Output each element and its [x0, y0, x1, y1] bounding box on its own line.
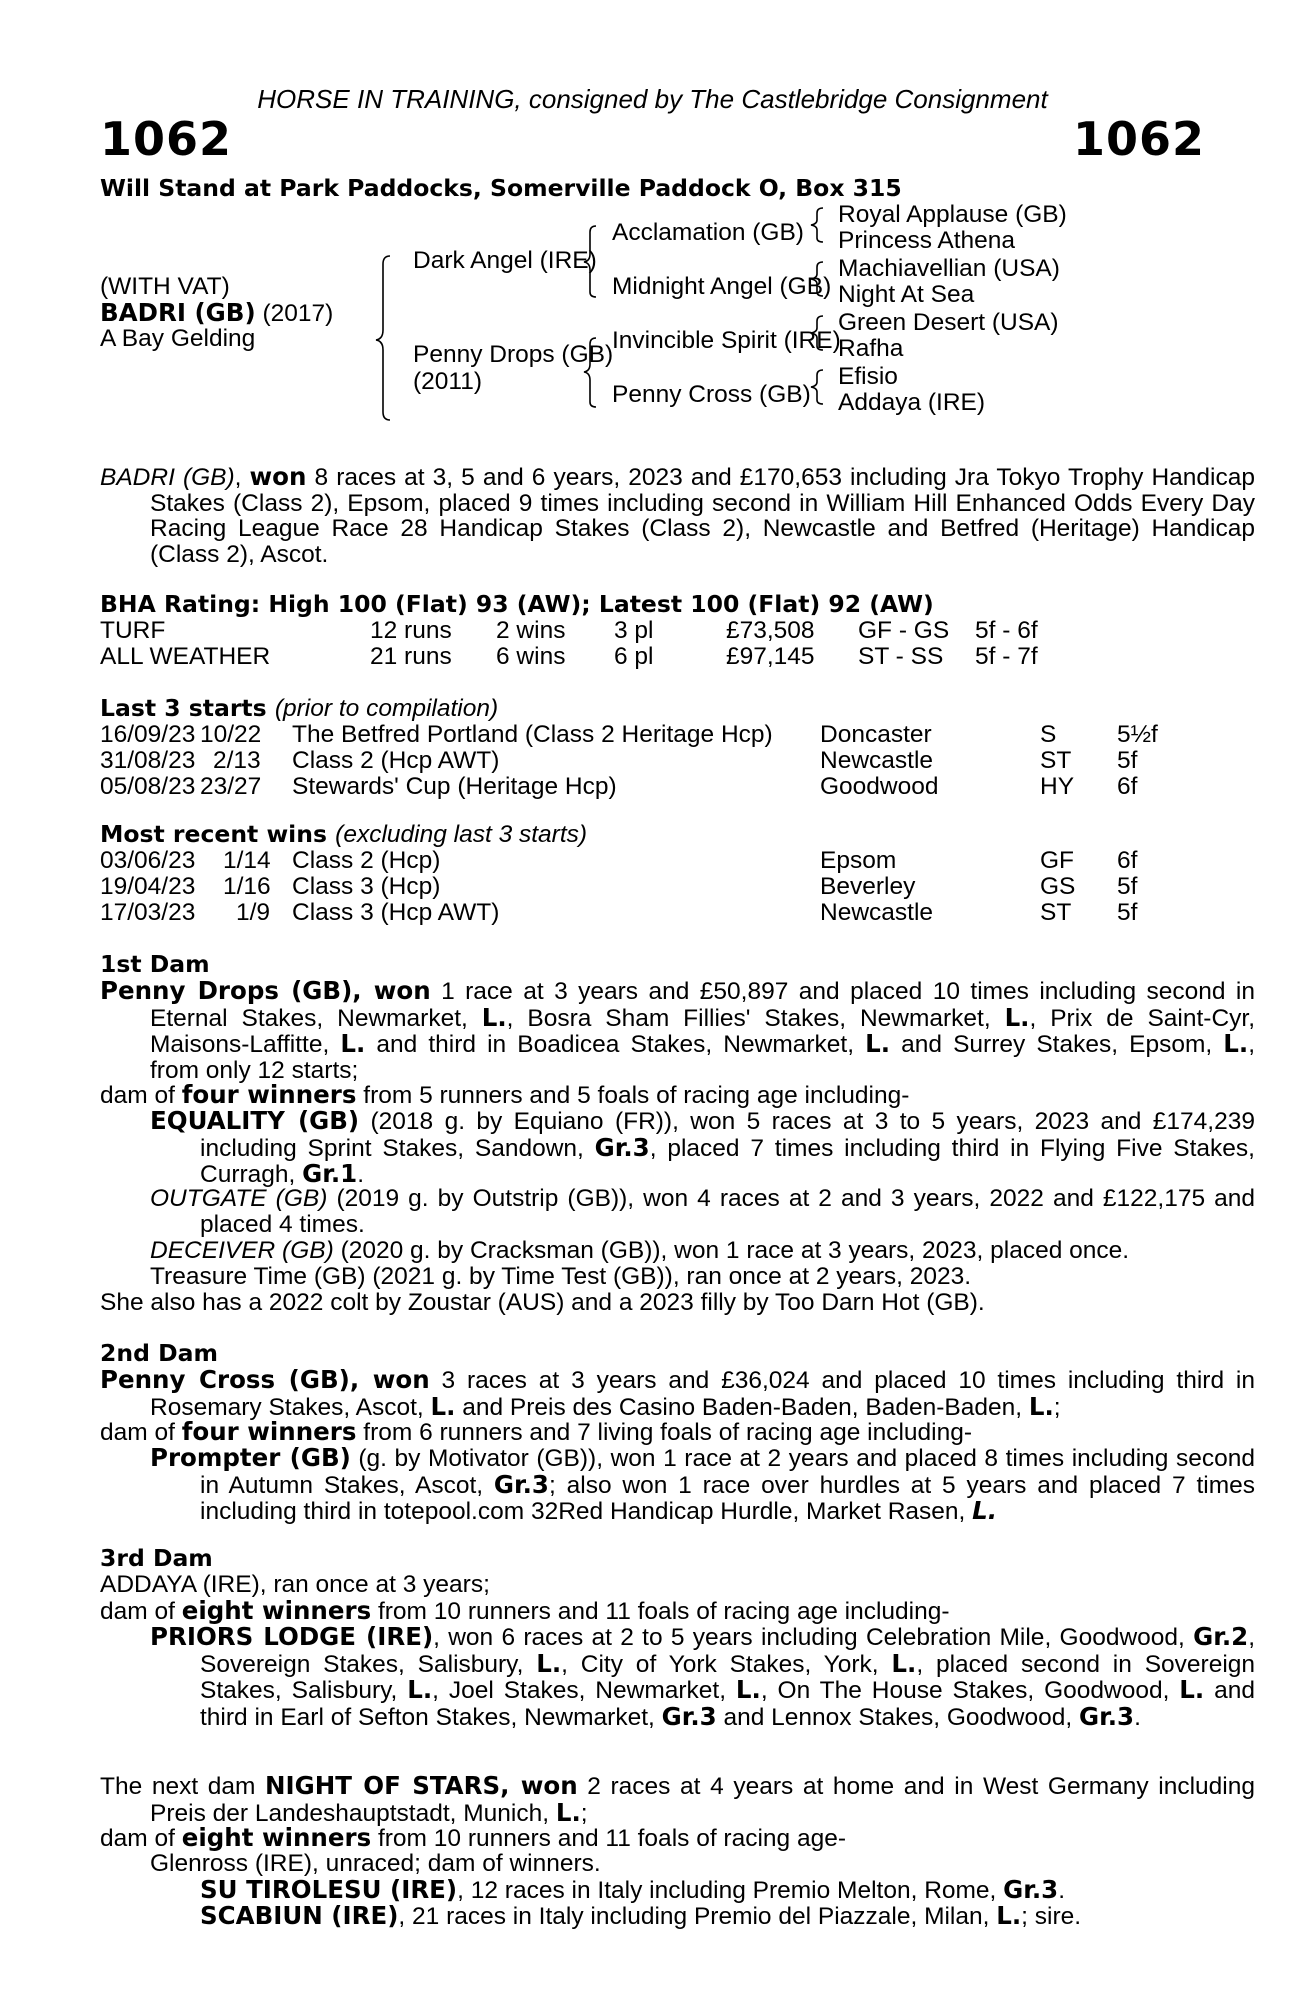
dam2-heading: 2nd Dam	[100, 1339, 218, 1367]
dam: Penny Drops (GB)	[413, 341, 614, 368]
dam1-heading: 1st Dam	[100, 950, 210, 978]
last-start-row: 16/09/23 10/22 The Betfred Portland (Class 2 Heritage Hcp) Doncaster S 5½f	[100, 721, 1158, 748]
ds-sire: Green Desert (USA)	[838, 309, 1059, 336]
dam1-produce: dam of four winners from 5 runners and 5 foals of racing age including-	[100, 1080, 910, 1109]
summary-horse-name: BADRI (GB)	[100, 464, 235, 491]
recent-win-row: 19/04/23 1/16 Class 3 (Hcp) Beverley GS 5f	[100, 873, 1138, 900]
last-start-row: 05/08/23 23/27 Stewards' Cup (Heritage Hcp) Goodwood HY 6f	[100, 773, 1138, 800]
treasure-record: Treasure Time (GB) (2021 g. by Time Test (GB)), ran once at 2 years, 2023.	[150, 1263, 972, 1290]
dam-dam: Penny Cross (GB)	[612, 381, 811, 408]
summary-won: won	[249, 462, 307, 491]
dam-sire: Invincible Spirit (IRE)	[612, 327, 841, 354]
prompter-record: Prompter (GB) (g. by Motivator (GB)), won 1 race at 2 years and placed 8 times including second in Autumn Stakes, Ascot, Gr.3; also won 1 race over hurdles at 5 years and placed 7 times including third in totepool.com 32Red Handicap Hurdle, Market Rasen, L.	[150, 1443, 1256, 1526]
pedigree-table	[100, 201, 1205, 424]
ss-sire: Royal Applause (GB)	[838, 201, 1067, 228]
sire: Dark Angel (IRE)	[413, 247, 597, 274]
horse-year: (2017)	[262, 300, 334, 327]
recent-wins-heading: Most recent wins (excluding last 3 starts)	[100, 820, 588, 848]
last-start-row: 31/08/23 2/13 Class 2 (Hcp AWT) Newcastle ST 5f	[100, 747, 1138, 774]
sire-sire: Acclamation (GB)	[612, 219, 804, 246]
stand-location: Will Stand at Park Paddocks, Somerville Paddock O, Box 315	[100, 174, 902, 202]
horse-name-line	[100, 300, 333, 327]
ss-dam: Princess Athena	[838, 227, 1016, 254]
dam1-also: She also has a 2022 colt by Zoustar (AUS) and a 2023 filly by Too Darn Hot (GB).	[100, 1289, 985, 1316]
sd-dam: Night At Sea	[838, 281, 975, 308]
dam-year: (2011)	[413, 368, 483, 395]
scabiun-record: SCABIUN (IRE), 21 races in Italy including Premio del Piazzale, Milan, L.; sire.	[200, 1901, 1082, 1930]
lot-number-right: 1062	[1072, 112, 1205, 166]
next-dam-produce: dam of eight winners from 10 runners and 11 foals of racing age-	[100, 1823, 846, 1852]
bha-rating: BHA Rating: High 100 (Flat) 93 (AW); Latest 100 (Flat) 92 (AW)	[100, 590, 934, 618]
dam3-intro: ADDAYA (IRE), ran once at 3 years;	[100, 1571, 490, 1598]
sd-sire: Machiavellian (USA)	[838, 255, 1060, 282]
rating-row: TURF 12 runs 2 wins 3 pl £73,508 GF - GS 5f - 6f	[100, 617, 1038, 644]
recent-win-row: 17/03/23 1/9 Class 3 (Hcp AWT) Newcastle ST 5f	[100, 899, 1138, 926]
equality-record: EQUALITY (GB) (2018 g. by Equiano (FR)), won 5 races at 3 to 5 years, 2023 and £174,239 including Sprint Stakes, Sandown, Gr.3, placed 7 times including third in Flying Five Stakes, Curragh, Gr.1.	[150, 1106, 1255, 1189]
horse-description: A Bay Gelding	[100, 325, 256, 352]
next-dam-record: The next dam NIGHT OF STARS, won 2 races at 4 years at home and in West Germany including Preis der Landeshauptstadt, Munich, L.;	[100, 1771, 1255, 1827]
lot-number-left: 1062	[100, 112, 233, 166]
horse-name: BADRI (GB)	[100, 298, 256, 327]
last-starts-heading: Last 3 starts (prior to compilation)	[100, 694, 499, 722]
dam1-record: Penny Drops (GB), won 1 race at 3 years and £50,897 and placed 10 times including second in Eternal Stakes, Newmarket, L., Bosra Sham Fillies' Stakes, Newmarket, L., Prix de Saint-Cyr, Maisons-Laffitte, L. and third in Boadicea Stakes, Newmarket, L. and Surrey Stakes, Epsom, L., from only 12 starts;	[100, 976, 1255, 1085]
priors-lodge-record: PRIORS LODGE (IRE), won 6 races at 2 to 5 years including Celebration Mile, Goodwood, Gr.2, Sovereign Stakes, Salisbury, L., City of York Stakes, York, L., placed second in Sovereign Stakes, Salisbury, L., Joel Stakes, Newmarket, L., On The House Stakes, Goodwood, L. and third in Earl of Sefton Stakes, Newmarket, Gr.3 and Lennox Stakes, Goodwood, Gr.3.	[150, 1622, 1256, 1732]
dam3-produce: dam of eight winners from 10 runners and 11 foals of racing age including-	[100, 1596, 950, 1625]
catalogue-page	[100, 0, 1256, 2000]
dam2-record: Penny Cross (GB), won 3 races at 3 years and £36,024 and placed 10 times including third in Rosemary Stakes, Ascot, L. and Preis des Casino Baden-Baden, Baden-Baden, L.;	[100, 1365, 1256, 1421]
dam2-produce: dam of four winners from 6 runners and 7 living foals of racing age including-	[100, 1417, 973, 1446]
race-summary: BADRI (GB), won 8 races at 3, 5 and 6 years, 2023 and £170,653 including Jra Tokyo Trophy Handicap Stakes (Class 2), Epsom, placed 9 times including second in William Hill Enhanced Odds Every Day Racing League Race 28 Handicap Stakes (Class 2), Newcastle and Betfred (Heritage) Handicap (Class 2), Ascot.	[100, 462, 1255, 569]
outgate-record: OUTGATE (GB) (2019 g. by Outstrip (GB)), won 4 races at 2 and 3 years, 2022 and £122,175 and placed 4 times.	[150, 1185, 1256, 1238]
vat-note: (WITH VAT)	[100, 273, 230, 300]
rating-row: ALL WEATHER 21 runs 6 wins 6 pl £97,145 ST - SS 5f - 7f	[100, 643, 1038, 670]
su-tirolesu-record: SU TIROLESU (IRE), 12 races in Italy including Premio Melton, Rome, Gr.3.	[200, 1875, 1066, 1904]
dd-dam: Addaya (IRE)	[838, 389, 986, 416]
summary-text: 8 races at 3, 5 and 6 years, 2023 and £170,653 including Jra Tokyo Trophy Handicap Stakes (Class 2), Epsom, placed 9 times including second in William Hill Enhanced Odds Every Day Racing League Race 28 Handicap Stakes (Class 2), Newcastle and Betfred (Heritage) Handicap (Class 2), Ascot.	[150, 464, 1255, 569]
sire-dam: Midnight Angel (GB)	[612, 273, 832, 300]
dd-sire: Efisio	[838, 363, 898, 390]
recent-win-row: 03/06/23 1/14 Class 2 (Hcp) Epsom GF 6f	[100, 847, 1138, 874]
glenross-record: Glenross (IRE), unraced; dam of winners.	[150, 1850, 601, 1877]
dam3-heading: 3rd Dam	[100, 1544, 213, 1572]
consignment-header: HORSE IN TRAINING, consigned by The Castlebridge Consignment	[257, 84, 1048, 114]
deceiver-record: DECEIVER (GB) (2020 g. by Cracksman (GB)), won 1 race at 3 years, 2023, placed once.	[150, 1237, 1130, 1264]
ds-dam: Rafha	[838, 335, 904, 362]
